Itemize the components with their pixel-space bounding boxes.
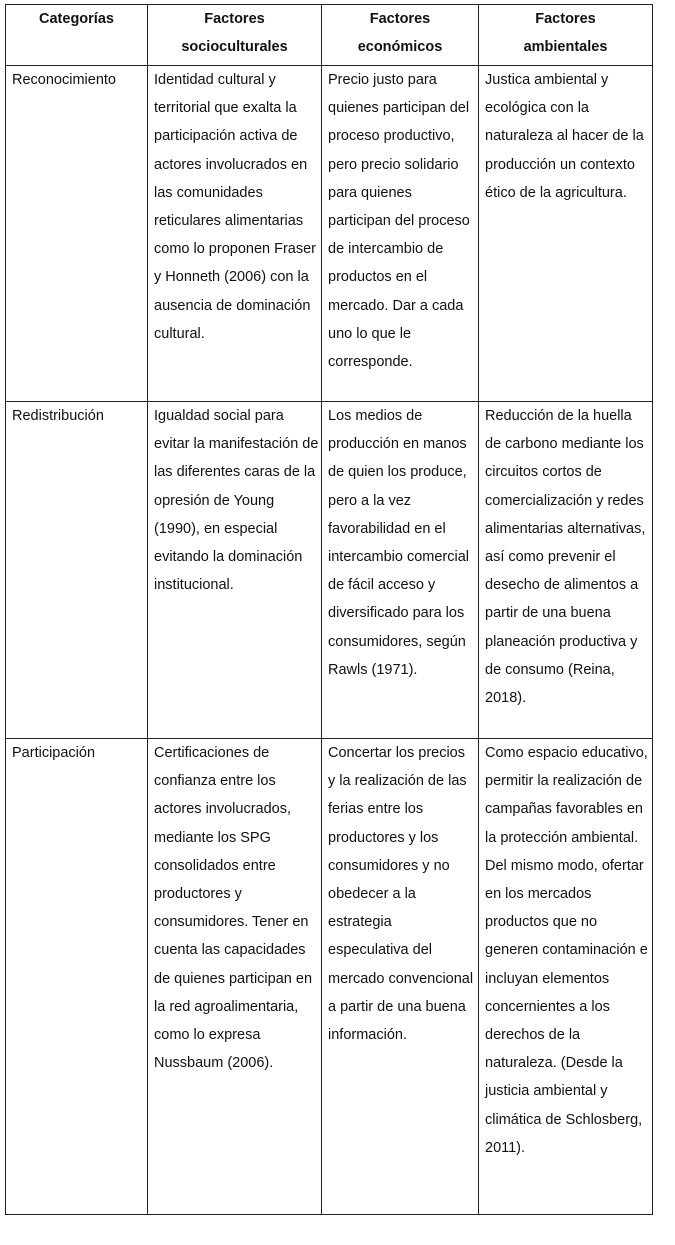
header-economicos-line1: Factores (369, 11, 431, 27)
ambientales-text: Justica ambiental y ecológica con la naturaleza al hacer de la producción un contexto ético de la agricultura. (485, 72, 644, 201)
ambientales-cell (479, 402, 653, 739)
economicos-cell (322, 739, 479, 1215)
socioculturales-cell (148, 66, 322, 402)
economicos-text: Los medios de producción en manos de quien los produce, pero a la vez favorabilidad en el intercambio comercial de fácil acceso y diversificado para los consumidores, según Rawls (1971). (328, 408, 470, 678)
socioculturales-text: Igualdad social para evitar la manifestación de las diferentes caras de la opresión de Young (1990), en especial evitando la dominación institucional. (154, 408, 319, 594)
category-label: Reconocimiento (12, 72, 116, 88)
header-categorias (6, 5, 148, 66)
economicos-text: Precio justo para quienes participan del proceso productivo, pero precio solidario para quienes participan del proceso de intercambio de productos en el mercado. Dar a cada uno lo que le corresponde. (328, 72, 470, 371)
header-ambientales (479, 5, 653, 66)
header-ambientales-line2: ambientales (523, 39, 608, 55)
economicos-text: Concertar los precios y la realización de las ferias entre los productores y los consumidores y no obedecer a la estrategia especulativa del mercado convencional a partir de una buena información. (328, 745, 474, 1044)
socioculturales-text: Identidad cultural y territorial que exalta la participación activa de actores involucrados en las comunidades reticulares alimentarias como lo proponen Fraser y Honneth (2006) con la ausencia de dominación cultural. (154, 72, 316, 342)
header-economicos (322, 5, 479, 66)
factors-table (5, 4, 653, 1215)
table-row-redistribucion (6, 402, 653, 739)
ambientales-cell (479, 739, 653, 1215)
table-row-participacion (6, 739, 653, 1215)
header-categorias-label: Categorías (39, 11, 114, 27)
header-socioculturales-line2: socioculturales (181, 39, 288, 55)
header-ambientales-line1: Factores (535, 11, 596, 27)
header-socioculturales-line1: Factores (204, 11, 265, 27)
ambientales-cell (479, 66, 653, 402)
ambientales-text: Reducción de la huella de carbono mediante los circuitos cortos de comercialización y redes alimentarias alternativas, así como prevenir el desecho de alimentos a partir de una buena planeación productiva y de consumo (Reina, 2018). (485, 408, 646, 707)
category-label: Participación (12, 745, 96, 761)
header-socioculturales (148, 5, 322, 66)
economicos-cell (322, 402, 479, 739)
socioculturales-cell (148, 402, 322, 739)
ambientales-text: Como espacio educativo, permitir la realización de campañas favorables en la protección ambiental. Del mismo modo, ofertar en los mercados productos que no generen contaminación e incluyan elementos concernientes a los derechos de la naturaleza. (Desde la justicia ambiental y climática de Schlosberg, 2011). (485, 745, 648, 1156)
category-label: Redistribución (12, 408, 104, 424)
socioculturales-text: Certificaciones de confianza entre los actores involucrados, mediante los SPG consolidados entre productores y consumidores. Tener en cuenta las capacidades de quienes participan en la red agroalimentaria, como lo expresa Nussbaum (2006). (154, 745, 313, 1072)
category-cell (6, 402, 148, 739)
category-cell (6, 739, 148, 1215)
category-cell (6, 66, 148, 402)
table-row-reconocimiento (6, 66, 653, 402)
economicos-cell (322, 66, 479, 402)
socioculturales-cell (148, 739, 322, 1215)
header-row (6, 5, 653, 66)
header-economicos-line2: económicos (357, 39, 443, 55)
